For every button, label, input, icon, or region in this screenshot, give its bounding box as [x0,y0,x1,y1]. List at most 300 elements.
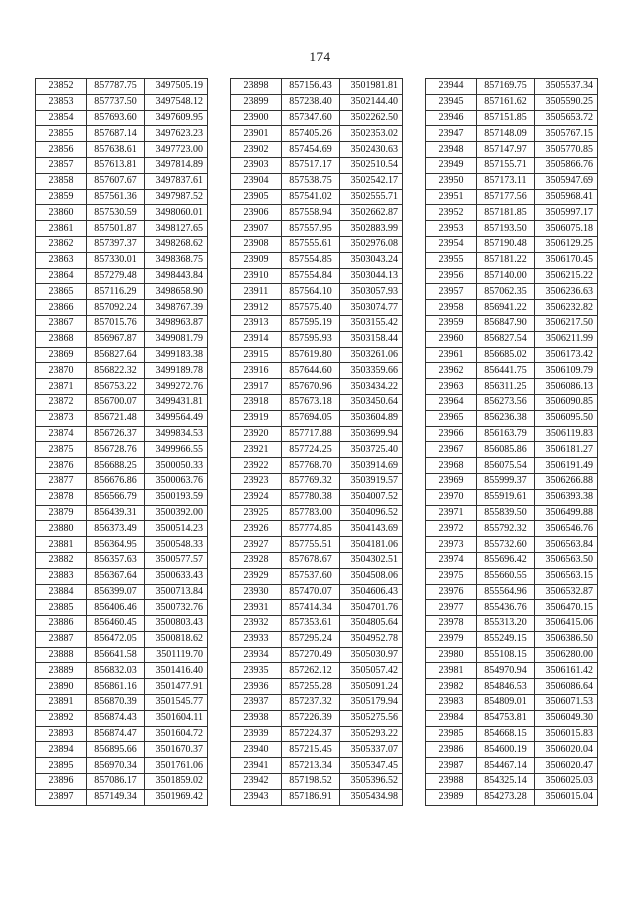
x-coordinate-cell: 856941.22 [477,300,535,316]
table-row [231,458,403,474]
x-coordinate-cell: 856439.31 [87,505,145,521]
x-coordinate-cell: 856367.64 [87,568,145,584]
point-number-cell: 23962 [426,363,477,379]
table-row [231,473,403,489]
point-number-cell: 23972 [426,521,477,537]
table-row [36,726,208,742]
y-coordinate-cell: 3506090.85 [535,394,598,410]
point-number-cell: 23859 [36,189,87,205]
x-coordinate-cell: 857595.19 [282,315,340,331]
table-row [231,110,403,126]
x-coordinate-cell: 856441.75 [477,363,535,379]
x-coordinate-cell: 857151.85 [477,110,535,126]
table-row [426,126,598,142]
y-coordinate-cell: 3505770.85 [535,142,598,158]
y-coordinate-cell: 3500713.84 [145,584,208,600]
y-coordinate-cell: 3506266.88 [535,473,598,489]
point-number-cell: 23917 [231,379,282,395]
x-coordinate-cell: 857148.09 [477,126,535,142]
table-row [426,726,598,742]
point-number-cell: 23940 [231,742,282,758]
x-coordinate-cell: 857181.85 [477,205,535,221]
x-coordinate-cell: 857517.17 [282,157,340,173]
x-coordinate-cell: 857595.93 [282,331,340,347]
y-coordinate-cell: 3505434.98 [340,789,403,805]
y-coordinate-cell: 3498268.62 [145,236,208,252]
point-number-cell: 23965 [426,410,477,426]
x-coordinate-cell: 857554.85 [282,252,340,268]
table-row [426,710,598,726]
x-coordinate-cell: 856566.79 [87,489,145,505]
table-row [36,600,208,616]
point-number-cell: 23862 [36,236,87,252]
y-coordinate-cell: 3506232.82 [535,300,598,316]
x-coordinate-cell: 857541.02 [282,189,340,205]
x-coordinate-cell: 857215.45 [282,742,340,758]
coordinate-table-3 [425,78,598,806]
x-coordinate-cell: 856700.07 [87,394,145,410]
y-coordinate-cell: 3500392.00 [145,505,208,521]
point-number-cell: 23886 [36,616,87,632]
point-number-cell: 23984 [426,710,477,726]
point-number-cell: 23879 [36,505,87,521]
point-number-cell: 23888 [36,647,87,663]
table-row [231,142,403,158]
x-coordinate-cell: 855732.60 [477,537,535,553]
table-row [426,252,598,268]
x-coordinate-cell: 857092.24 [87,300,145,316]
table-row [36,584,208,600]
x-coordinate-cell: 856728.76 [87,442,145,458]
table-row [426,157,598,173]
x-coordinate-cell: 857737.50 [87,94,145,110]
x-coordinate-cell: 856399.07 [87,584,145,600]
y-coordinate-cell: 3506386.50 [535,631,598,647]
point-number-cell: 23855 [36,126,87,142]
x-coordinate-cell: 856085.86 [477,442,535,458]
y-coordinate-cell: 3505030.97 [340,647,403,663]
point-number-cell: 23857 [36,157,87,173]
table-row [231,505,403,521]
x-coordinate-cell: 856163.79 [477,426,535,442]
x-coordinate-cell: 857638.61 [87,142,145,158]
y-coordinate-cell: 3501477.91 [145,679,208,695]
point-number-cell: 23956 [426,268,477,284]
table-row [36,426,208,442]
table-row [36,142,208,158]
table-row [426,789,598,805]
y-coordinate-cell: 3506236.63 [535,284,598,300]
x-coordinate-cell: 856406.46 [87,600,145,616]
y-coordinate-cell: 3502542.17 [340,173,403,189]
table-row [231,205,403,221]
point-number-cell: 23909 [231,252,282,268]
x-coordinate-cell: 857213.34 [282,758,340,774]
table-row [36,236,208,252]
table-row [36,663,208,679]
table-row [36,679,208,695]
point-number-cell: 23974 [426,552,477,568]
y-coordinate-cell: 3501119.70 [145,647,208,663]
table-row [36,189,208,205]
point-number-cell: 23870 [36,363,87,379]
y-coordinate-cell: 3497837.61 [145,173,208,189]
point-number-cell: 23899 [231,94,282,110]
y-coordinate-cell: 3506215.22 [535,268,598,284]
table-row [231,726,403,742]
x-coordinate-cell: 856460.45 [87,616,145,632]
table-row [426,679,598,695]
point-number-cell: 23969 [426,473,477,489]
point-number-cell: 23942 [231,774,282,790]
y-coordinate-cell: 3504952.78 [340,631,403,647]
table-row [36,379,208,395]
x-coordinate-cell: 856967.87 [87,331,145,347]
y-coordinate-cell: 3503043.24 [340,252,403,268]
table-row [231,521,403,537]
table-row [36,205,208,221]
x-coordinate-cell: 856641.58 [87,647,145,663]
table-row [36,710,208,726]
point-number-cell: 23892 [36,710,87,726]
point-number-cell: 23976 [426,584,477,600]
point-number-cell: 23907 [231,221,282,237]
y-coordinate-cell: 3506563.50 [535,552,598,568]
table-row [36,631,208,647]
y-coordinate-cell: 3500732.76 [145,600,208,616]
y-coordinate-cell: 3501981.81 [340,79,403,95]
point-number-cell: 23903 [231,157,282,173]
x-coordinate-cell: 856726.37 [87,426,145,442]
point-number-cell: 23896 [36,774,87,790]
point-number-cell: 23922 [231,458,282,474]
point-number-cell: 23959 [426,315,477,331]
y-coordinate-cell: 3505590.25 [535,94,598,110]
y-coordinate-cell: 3506020.47 [535,758,598,774]
y-coordinate-cell: 3501859.02 [145,774,208,790]
point-number-cell: 23963 [426,379,477,395]
point-number-cell: 23975 [426,568,477,584]
point-number-cell: 23967 [426,442,477,458]
x-coordinate-cell: 854467.14 [477,758,535,774]
y-coordinate-cell: 3505947.69 [535,173,598,189]
y-coordinate-cell: 3501670.37 [145,742,208,758]
x-coordinate-cell: 857161.62 [477,94,535,110]
table-row [36,473,208,489]
y-coordinate-cell: 3506191.49 [535,458,598,474]
table-row [426,94,598,110]
point-number-cell: 23952 [426,205,477,221]
point-number-cell: 23889 [36,663,87,679]
point-number-cell: 23954 [426,236,477,252]
x-coordinate-cell: 857554.84 [282,268,340,284]
x-coordinate-cell: 854809.01 [477,695,535,711]
x-coordinate-cell: 857414.34 [282,600,340,616]
y-coordinate-cell: 3498368.75 [145,252,208,268]
table-row [36,110,208,126]
point-number-cell: 23920 [231,426,282,442]
table-row [36,300,208,316]
table-row [231,616,403,632]
x-coordinate-cell: 855999.37 [477,473,535,489]
table-row [36,489,208,505]
table-row [36,94,208,110]
x-coordinate-cell: 857238.40 [282,94,340,110]
table-row [36,410,208,426]
point-number-cell: 23986 [426,742,477,758]
point-number-cell: 23890 [36,679,87,695]
x-coordinate-cell: 857694.05 [282,410,340,426]
x-coordinate-cell: 855313.20 [477,616,535,632]
x-coordinate-cell: 856075.54 [477,458,535,474]
x-coordinate-cell: 857537.60 [282,568,340,584]
y-coordinate-cell: 3506095.50 [535,410,598,426]
table-row [36,442,208,458]
table-row [231,789,403,805]
table-row [36,315,208,331]
table-row [231,363,403,379]
point-number-cell: 23945 [426,94,477,110]
table-row [426,394,598,410]
point-number-cell: 23887 [36,631,87,647]
x-coordinate-cell: 857558.94 [282,205,340,221]
x-coordinate-cell: 855436.76 [477,600,535,616]
table-row [36,331,208,347]
table-row [36,79,208,95]
point-number-cell: 23973 [426,537,477,553]
point-number-cell: 23938 [231,710,282,726]
point-number-cell: 23898 [231,79,282,95]
table-row [36,789,208,805]
x-coordinate-cell: 857557.95 [282,221,340,237]
x-coordinate-cell: 857353.61 [282,616,340,632]
table-row [426,568,598,584]
point-number-cell: 23873 [36,410,87,426]
table-row [231,221,403,237]
x-coordinate-cell: 854325.14 [477,774,535,790]
point-number-cell: 23987 [426,758,477,774]
x-coordinate-cell: 857330.01 [87,252,145,268]
x-coordinate-cell: 857224.37 [282,726,340,742]
point-number-cell: 23908 [231,236,282,252]
x-coordinate-cell: 856847.90 [477,315,535,331]
y-coordinate-cell: 3502262.50 [340,110,403,126]
x-coordinate-cell: 856822.32 [87,363,145,379]
x-coordinate-cell: 857270.49 [282,647,340,663]
x-coordinate-cell: 854273.28 [477,789,535,805]
y-coordinate-cell: 3504805.64 [340,616,403,632]
table-row [36,173,208,189]
table-row [426,79,598,95]
point-number-cell: 23943 [231,789,282,805]
point-number-cell: 23930 [231,584,282,600]
y-coordinate-cell: 3500548.33 [145,537,208,553]
point-number-cell: 23979 [426,631,477,647]
table-row [231,252,403,268]
table-row [36,774,208,790]
x-coordinate-cell: 856688.25 [87,458,145,474]
table-row [426,695,598,711]
x-coordinate-cell: 855660.55 [477,568,535,584]
y-coordinate-cell: 3506086.64 [535,679,598,695]
table-row [426,442,598,458]
y-coordinate-cell: 3506470.15 [535,600,598,616]
point-number-cell: 23885 [36,600,87,616]
table-row [426,205,598,221]
y-coordinate-cell: 3505997.17 [535,205,598,221]
table-row [231,489,403,505]
table-row [426,379,598,395]
y-coordinate-cell: 3506563.84 [535,537,598,553]
table-row [231,647,403,663]
x-coordinate-cell: 857015.76 [87,315,145,331]
table-row [36,347,208,363]
table-row [36,221,208,237]
x-coordinate-cell: 857295.24 [282,631,340,647]
y-coordinate-cell: 3504007.52 [340,489,403,505]
table-row [426,173,598,189]
point-number-cell: 23977 [426,600,477,616]
table-row [426,189,598,205]
point-number-cell: 23864 [36,268,87,284]
x-coordinate-cell: 857347.60 [282,110,340,126]
table-row [426,221,598,237]
y-coordinate-cell: 3506020.04 [535,742,598,758]
point-number-cell: 23867 [36,315,87,331]
y-coordinate-cell: 3506173.42 [535,347,598,363]
point-number-cell: 23937 [231,695,282,711]
point-number-cell: 23861 [36,221,87,237]
table-row [36,568,208,584]
x-coordinate-cell: 857678.67 [282,552,340,568]
y-coordinate-cell: 3505275.56 [340,710,403,726]
y-coordinate-cell: 3502510.54 [340,157,403,173]
y-coordinate-cell: 3504701.76 [340,600,403,616]
y-coordinate-cell: 3500803.43 [145,616,208,632]
table-row [231,584,403,600]
point-number-cell: 23875 [36,442,87,458]
y-coordinate-cell: 3506129.25 [535,236,598,252]
y-coordinate-cell: 3502353.02 [340,126,403,142]
y-coordinate-cell: 3506015.04 [535,789,598,805]
x-coordinate-cell: 857755.51 [282,537,340,553]
x-coordinate-cell: 856861.16 [87,679,145,695]
table-row [36,284,208,300]
y-coordinate-cell: 3504302.51 [340,552,403,568]
x-coordinate-cell: 856373.49 [87,521,145,537]
x-coordinate-cell: 854970.94 [477,663,535,679]
x-coordinate-cell: 857397.37 [87,236,145,252]
point-number-cell: 23958 [426,300,477,316]
table-row [231,695,403,711]
y-coordinate-cell: 3506071.53 [535,695,598,711]
table-row [426,426,598,442]
point-number-cell: 23904 [231,173,282,189]
table-row [231,268,403,284]
y-coordinate-cell: 3506563.15 [535,568,598,584]
x-coordinate-cell: 857226.39 [282,710,340,726]
point-number-cell: 23876 [36,458,87,474]
y-coordinate-cell: 3506532.87 [535,584,598,600]
x-coordinate-cell: 856827.54 [477,331,535,347]
point-number-cell: 23893 [36,726,87,742]
x-coordinate-cell: 857561.36 [87,189,145,205]
point-number-cell: 23894 [36,742,87,758]
point-number-cell: 23960 [426,331,477,347]
y-coordinate-cell: 3497623.23 [145,126,208,142]
point-number-cell: 23872 [36,394,87,410]
table-row [426,631,598,647]
x-coordinate-cell: 856874.43 [87,710,145,726]
y-coordinate-cell: 3497723.00 [145,142,208,158]
table-row [36,126,208,142]
x-coordinate-cell: 854600.19 [477,742,535,758]
x-coordinate-cell: 857262.12 [282,663,340,679]
table-row [426,600,598,616]
x-coordinate-cell: 854668.15 [477,726,535,742]
x-coordinate-cell: 857147.97 [477,142,535,158]
point-number-cell: 23964 [426,394,477,410]
y-coordinate-cell: 3501416.40 [145,663,208,679]
point-number-cell: 23941 [231,758,282,774]
point-number-cell: 23921 [231,442,282,458]
table-row [36,537,208,553]
x-coordinate-cell: 857086.17 [87,774,145,790]
point-number-cell: 23925 [231,505,282,521]
y-coordinate-cell: 3505866.76 [535,157,598,173]
point-number-cell: 23906 [231,205,282,221]
y-coordinate-cell: 3504508.06 [340,568,403,584]
y-coordinate-cell: 3506049.30 [535,710,598,726]
point-number-cell: 23854 [36,110,87,126]
point-number-cell: 23910 [231,268,282,284]
table-row [36,552,208,568]
y-coordinate-cell: 3505337.07 [340,742,403,758]
table-row [426,410,598,426]
y-coordinate-cell: 3505653.72 [535,110,598,126]
x-coordinate-cell: 856311.25 [477,379,535,395]
y-coordinate-cell: 3506546.76 [535,521,598,537]
table-row [231,347,403,363]
point-number-cell: 23929 [231,568,282,584]
y-coordinate-cell: 3498443.84 [145,268,208,284]
point-number-cell: 23944 [426,79,477,95]
table-row [426,142,598,158]
x-coordinate-cell: 855108.15 [477,647,535,663]
y-coordinate-cell: 3503450.64 [340,394,403,410]
table-row [231,537,403,553]
x-coordinate-cell: 857169.75 [477,79,535,95]
table-row [426,742,598,758]
y-coordinate-cell: 3504096.52 [340,505,403,521]
table-row [36,458,208,474]
point-number-cell: 23901 [231,126,282,142]
y-coordinate-cell: 3503359.66 [340,363,403,379]
point-number-cell: 23895 [36,758,87,774]
point-number-cell: 23866 [36,300,87,316]
table-row [231,600,403,616]
x-coordinate-cell: 857768.70 [282,458,340,474]
x-coordinate-cell: 857237.32 [282,695,340,711]
point-number-cell: 23982 [426,679,477,695]
table-row [231,126,403,142]
x-coordinate-cell: 856676.86 [87,473,145,489]
point-number-cell: 23911 [231,284,282,300]
table-row [231,315,403,331]
y-coordinate-cell: 3503261.06 [340,347,403,363]
y-coordinate-cell: 3501761.06 [145,758,208,774]
x-coordinate-cell: 854846.53 [477,679,535,695]
